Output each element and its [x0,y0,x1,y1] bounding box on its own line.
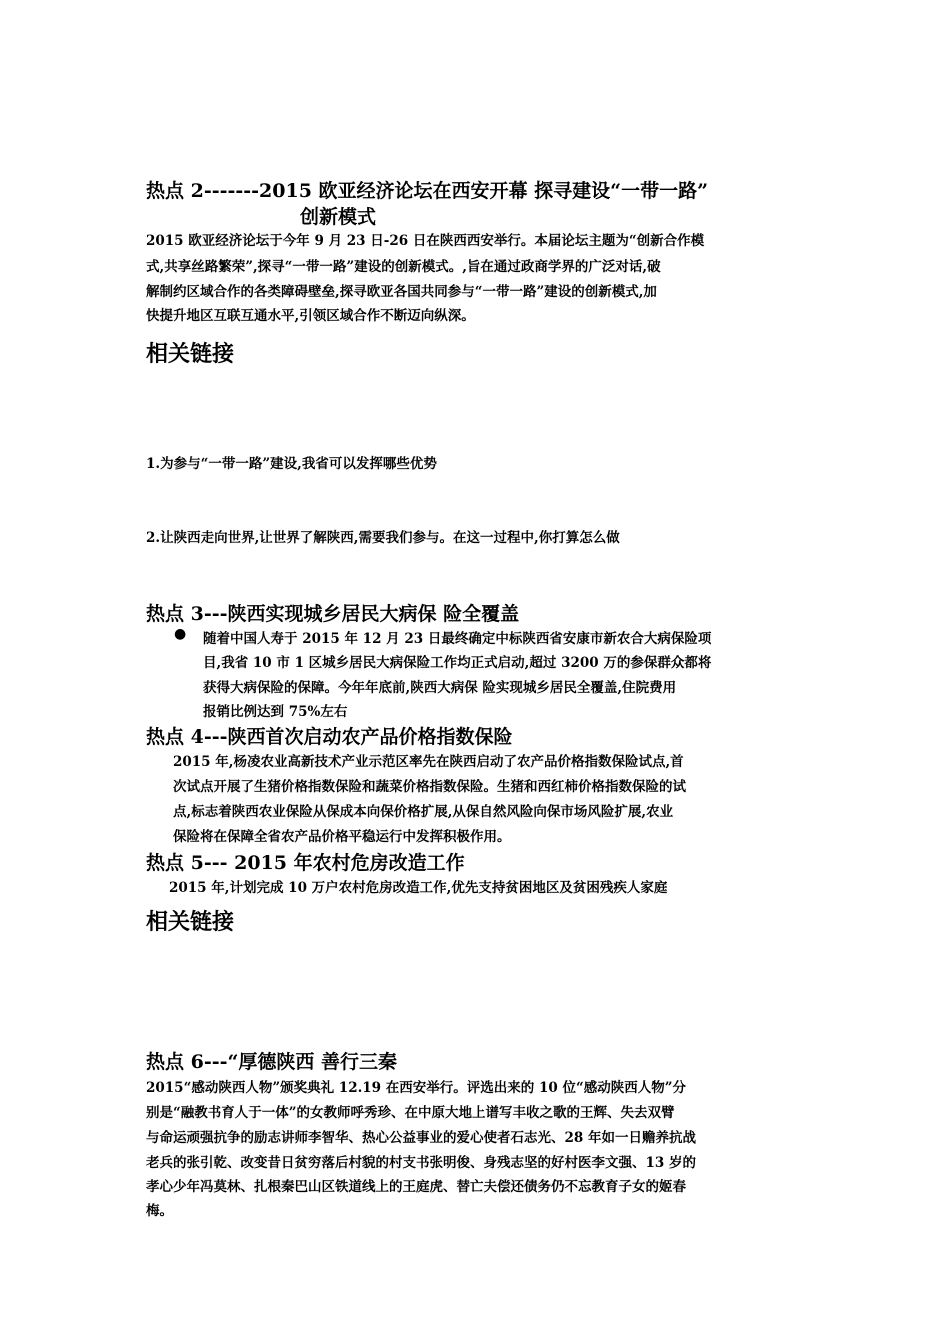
question-1: 1.为参与“一带一路”建设,我省可以发挥哪些优势 [146,456,437,472]
hot4-title: 热点 4---陕西首次启动农产品价格指数保险 [146,726,513,748]
hot2-para-line: 2015 欧亚经济论坛于今年 9 月 23 日-26 日在陕西西安举行。本届论坛主题为“创新合作模 [146,233,705,249]
hot3-para-line: 目,我省 10 市 1 区城乡居民大病保险工作均正式启动,超过 3200 万的参保群众都将 [203,655,712,671]
hot3-para-line: 随着中国人寿于 2015 年 12 月 23 日最终确定中标陕西省安康市新农合大病保险项 [203,631,712,647]
hot6-para-line: 梅。 [146,1203,173,1219]
hot4-para-line: 2015 年,杨凌农业高新技术产业示范区率先在陕西启动了农产品价格指数保险试点,首 [173,754,684,770]
hot2-title-line1: 热点 2-------2015 欧亚经济论坛在西安开幕 探寻建设“一带一路” [146,180,709,202]
hot3-para-line: 获得大病保险的保障。今年年底前,陕西大病保 险实现城乡居民全覆盖,住院费用 [203,680,677,696]
hot2-para-line: 式,共享丝路繁荣”,探寻“一带一路”建设的创新模式。,旨在通过政商学界的广泛对话,破 [146,259,661,275]
hot5-title: 热点 5--- 2015 年农村危房改造工作 [146,852,465,874]
hot6-para-line: 与命运顽强抗争的励志讲师李智华、热心公益事业的爱心使者石志光、28 年如一日赡养抗战 [146,1130,696,1146]
bullet-icon: ● [174,626,187,642]
hot6-para-line: 2015“感动陕西人物”颁奖典礼 12.19 在西安举行。评选出来的 10 位“感动陕西人物”分 [146,1080,686,1096]
question-2: 2.让陕西走向世界,让世界了解陕西,需要我们参与。在这一过程中,你打算怎么做 [146,530,620,546]
hot5-para: 2015 年,计划完成 10 万户农村危房改造工作,优先支持贫困地区及贫困残疾人家庭 [169,880,668,896]
hot6-para-line: 老兵的张引乾、改变昔日贫穷落后村貌的村支书张明俊、身残志坚的好村医李文强、13 岁的 [146,1155,696,1171]
hot6-title: 热点 6---“厚德陕西 善行三秦 [146,1051,398,1073]
related-links-heading: 相关链接 [146,341,235,367]
hot3-title: 热点 3---陕西实现城乡居民大病保 险全覆盖 [146,603,520,625]
hot2-title-line2: 创新模式 [300,206,377,228]
hot4-para-line: 点,标志着陕西农业保险从保成本向保价格扩展,从保自然风险向保市场风险扩展,农业 [173,804,674,820]
hot2-para-line: 快提升地区互联互通水平,引领区域合作不断迈向纵深。 [146,308,475,324]
related-links-heading: 相关链接 [146,909,235,935]
hot4-para-line: 次试点开展了生猪价格指数保险和蔬菜价格指数保险。生猪和西红柿价格指数保险的试 [173,779,686,795]
hot2-para-line: 解制约区域合作的各类障碍壁垒,探寻欧亚各国共同参与“一带一路”建设的创新模式,加 [146,284,657,300]
hot6-para-line: 别是“融教书育人于一体”的女教师呼秀珍、在中原大地上谱写丰收之歌的王辉、失去双臂 [146,1105,675,1121]
hot3-para-line: 报销比例达到 75%左右 [203,704,348,720]
hot6-para-line: 孝心少年冯莫林、扎根秦巴山区铁道线上的王庭虎、替亡夫偿还债务仍不忘教育子女的姬春 [146,1179,686,1195]
hot4-para-line: 保险将在保障全省农产品价格平稳运行中发挥积极作用。 [173,829,511,845]
